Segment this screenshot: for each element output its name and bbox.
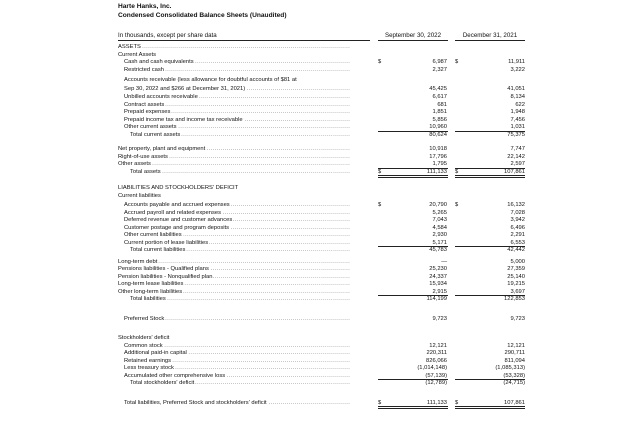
row-label <box>130 246 350 254</box>
row-label-text: Unbilled accounts receivable <box>124 94 198 100</box>
row-label-text: Prepaid income tax and income tax receivable <box>124 116 243 123</box>
row-label <box>130 131 350 139</box>
row-label-text: Preferred Stock <box>124 315 165 322</box>
row-label-text: Total liabilities, Preferred Stock and stockholders' deficit <box>124 399 267 406</box>
row-label-text: Additional paid-in capital <box>124 350 187 356</box>
row-label-text: Retained earnings <box>124 357 172 364</box>
table-row <box>0 131 640 139</box>
value-dec-2021: 16,132 <box>507 202 525 208</box>
row-label-text: Pensions liabilities - Qualified plans <box>118 266 209 272</box>
value-sep-2022: 7,043 <box>432 217 447 223</box>
value-dec-2021: (53,328) <box>503 372 525 379</box>
row-label-text: LIABILITIES AND STOCKHOLDERS' DEFICIT <box>118 185 239 191</box>
table-row <box>0 168 640 176</box>
row-label <box>124 399 350 407</box>
row-label-text: Deferred revenue and customer advances <box>124 217 233 223</box>
table-row <box>0 246 640 254</box>
value-sep-2022: 2,327 <box>432 66 447 73</box>
row-label-text: Other current assets <box>124 124 177 130</box>
value-sep-2022: 45,783 <box>429 247 447 253</box>
row-label-text: Current portion of lease liabilities <box>124 239 209 246</box>
value-sep-2022: 681 <box>437 101 447 108</box>
row-label <box>124 66 350 74</box>
value-dec-2021: 27,359 <box>507 266 525 272</box>
total-double-rule <box>378 177 448 178</box>
row-label-text: Accumulated other comprehensive loss <box>124 372 226 379</box>
value-sep-2022: 20,790 <box>429 202 447 208</box>
row-label <box>124 76 350 84</box>
currency-symbol: $ <box>455 399 459 406</box>
currency-symbol: $ <box>378 168 382 175</box>
row-label-text: Total current liabilities <box>130 247 186 253</box>
value-dec-2021: 6,496 <box>510 224 525 231</box>
value-dec-2021: (24,715) <box>503 380 525 386</box>
value-dec-2021: 6,553 <box>510 239 525 246</box>
row-label-text: Accounts payable and accrued expenses <box>124 202 230 208</box>
row-label <box>130 168 350 176</box>
value-dec-2021: 25,140 <box>507 273 525 280</box>
value-sep-2022: (57,139) <box>425 372 447 379</box>
value-sep-2022: 24,337 <box>429 273 447 280</box>
subtotal-rule <box>378 379 448 380</box>
row-label-text: Customer postage and program deposits <box>124 224 230 231</box>
row-label-text: Pension liabilities - Nonqualified plan <box>118 273 213 280</box>
value-dec-2021: 811,094 <box>504 357 525 364</box>
value-dec-2021: 1,031 <box>510 124 525 130</box>
row-label-text: Total liabilities <box>130 296 166 302</box>
value-dec-2021: 1,948 <box>510 109 525 115</box>
value-dec-2021: 7,747 <box>510 146 525 152</box>
table-row <box>0 192 640 200</box>
value-sep-2022: 2,930 <box>432 232 447 238</box>
subtotal-rule <box>455 379 525 380</box>
row-label-text: Prepaid expenses <box>124 109 171 115</box>
value-sep-2022: 2,915 <box>432 288 447 295</box>
row-label <box>130 295 350 303</box>
row-label-text: Restricted cash <box>124 66 164 73</box>
value-dec-2021: 8,134 <box>510 94 525 100</box>
row-label-text: Net property, plant and equipment <box>118 146 206 152</box>
subtotal-rule <box>455 295 525 296</box>
value-dec-2021: 107,861 <box>504 168 525 175</box>
value-dec-2021: 75,375 <box>507 131 525 138</box>
value-sep-2022: 45,425 <box>429 85 447 92</box>
row-label-text: Accrued payroll and related expenses <box>124 209 221 216</box>
row-label-text: Total assets <box>130 168 161 175</box>
value-sep-2022: 12,121 <box>429 342 447 349</box>
value-dec-2021: 11,911 <box>508 59 525 65</box>
value-sep-2022: 111,133 <box>426 399 447 406</box>
currency-symbol: $ <box>378 399 382 406</box>
column-header-dec-2021: December 31, 2021 <box>462 32 518 39</box>
subtotal-rule <box>378 295 448 296</box>
table-row <box>0 399 640 407</box>
value-dec-2021: 9,723 <box>510 315 525 322</box>
value-dec-2021: 2,597 <box>510 161 525 167</box>
subtotal-rule <box>378 168 448 169</box>
value-sep-2022: 5,856 <box>432 116 447 123</box>
table-row <box>0 315 640 323</box>
row-label-text: Common stock <box>124 342 163 349</box>
value-dec-2021: 12,121 <box>507 342 525 349</box>
row-label-text: Stockholders' deficit <box>118 335 170 341</box>
currency-symbol: $ <box>378 59 382 65</box>
row-label-text: Right-of-use assets <box>118 153 168 160</box>
row-label-text: Current liabilities <box>118 192 161 199</box>
table-row <box>0 295 640 303</box>
value-sep-2022: 6,617 <box>432 94 447 100</box>
subtotal-rule <box>378 131 448 132</box>
value-sep-2022: 25,230 <box>429 266 447 272</box>
value-sep-2022: (1,014,148) <box>417 365 447 371</box>
subtotal-rule <box>455 131 525 132</box>
row-label <box>130 379 350 387</box>
table-row <box>0 85 640 93</box>
subtotal-rule <box>455 246 525 247</box>
row-label-text: Contract assets <box>124 101 165 108</box>
row-label-text: Other long-term liabilities <box>118 288 183 295</box>
currency-symbol: $ <box>455 202 459 208</box>
value-sep-2022: (12,789) <box>425 380 447 386</box>
value-dec-2021: (1,085,313) <box>495 365 525 371</box>
subtotal-rule <box>455 168 525 169</box>
value-dec-2021: 5,000 <box>510 258 525 265</box>
table-row <box>0 379 640 387</box>
row-label-text: Other current liabilities <box>124 232 182 238</box>
value-sep-2022: 9,723 <box>432 315 447 322</box>
value-dec-2021: 107,861 <box>504 399 525 406</box>
row-label-text: Less treasury stock <box>124 365 174 371</box>
value-dec-2021: 3,222 <box>510 66 525 73</box>
row-label-text: Cash and cash equivalents <box>124 59 194 65</box>
value-dec-2021: 3,697 <box>510 288 525 295</box>
total-double-rule <box>455 177 525 178</box>
value-dec-2021: 7,028 <box>510 209 525 216</box>
currency-symbol: $ <box>455 168 459 175</box>
row-label-text: Total stockholders' deficit <box>130 380 195 386</box>
value-dec-2021: 22,142 <box>507 153 525 160</box>
value-sep-2022: 10,918 <box>429 146 447 152</box>
value-dec-2021: 19,215 <box>507 281 525 287</box>
value-sep-2022: 80,624 <box>429 131 447 138</box>
value-dec-2021: 2,291 <box>510 232 525 238</box>
value-sep-2022: 111,133 <box>426 168 447 175</box>
total-double-rule <box>455 408 525 409</box>
row-label-text: Current Assets <box>118 51 157 58</box>
value-sep-2022: 5,171 <box>432 239 447 246</box>
row-label-text: Accounts receivable (less allowance for doubtful accounts of $81 at <box>124 77 297 83</box>
row-label-text: Long-term debt <box>118 258 158 265</box>
value-sep-2022: 1,851 <box>432 109 447 115</box>
value-sep-2022: 17,796 <box>429 153 447 160</box>
units-label: In thousands, except per share data <box>118 32 217 39</box>
currency-symbol: $ <box>378 202 382 208</box>
table-row <box>0 66 640 74</box>
value-sep-2022: 1,795 <box>432 161 447 167</box>
value-dec-2021: 42,442 <box>507 247 525 253</box>
value-dec-2021: 290,711 <box>504 350 525 356</box>
value-dec-2021: 7,456 <box>510 116 525 123</box>
value-sep-2022: — <box>441 258 447 265</box>
row-label-text: Other assets <box>118 161 151 167</box>
row-label <box>124 85 350 93</box>
value-dec-2021: 41,051 <box>507 85 525 92</box>
company-name: Harte Hanks, Inc. <box>118 3 172 10</box>
statement-title: Condensed Consolidated Balance Sheets (Unaudited) <box>118 12 287 19</box>
value-sep-2022: 5,265 <box>432 209 447 216</box>
table-row <box>0 76 640 84</box>
row-label-text: Sep 30, 2022 and $266 at December 31, 2021) <box>124 85 246 92</box>
currency-symbol: $ <box>455 59 459 65</box>
value-sep-2022: 826,066 <box>426 357 447 364</box>
value-sep-2022: 4,584 <box>432 224 447 231</box>
value-sep-2022: 10,960 <box>429 124 447 130</box>
value-sep-2022: 220,311 <box>426 350 447 356</box>
value-dec-2021: 122,853 <box>504 296 525 302</box>
row-label-text: Long-term lease liabilities <box>118 281 184 287</box>
row-label <box>124 315 350 323</box>
value-sep-2022: 6,987 <box>432 59 447 65</box>
subtotal-rule <box>378 246 448 247</box>
value-sep-2022: 15,934 <box>429 281 447 287</box>
value-dec-2021: 3,942 <box>510 217 525 223</box>
total-double-rule <box>378 408 448 409</box>
column-header-sep-2022: September 30, 2022 <box>384 32 442 39</box>
value-dec-2021: 622 <box>515 101 525 108</box>
row-label-text: ASSETS <box>118 44 141 50</box>
row-label-text: Total current assets <box>130 131 181 138</box>
value-sep-2022: 114,199 <box>426 296 447 302</box>
row-label <box>118 192 350 200</box>
